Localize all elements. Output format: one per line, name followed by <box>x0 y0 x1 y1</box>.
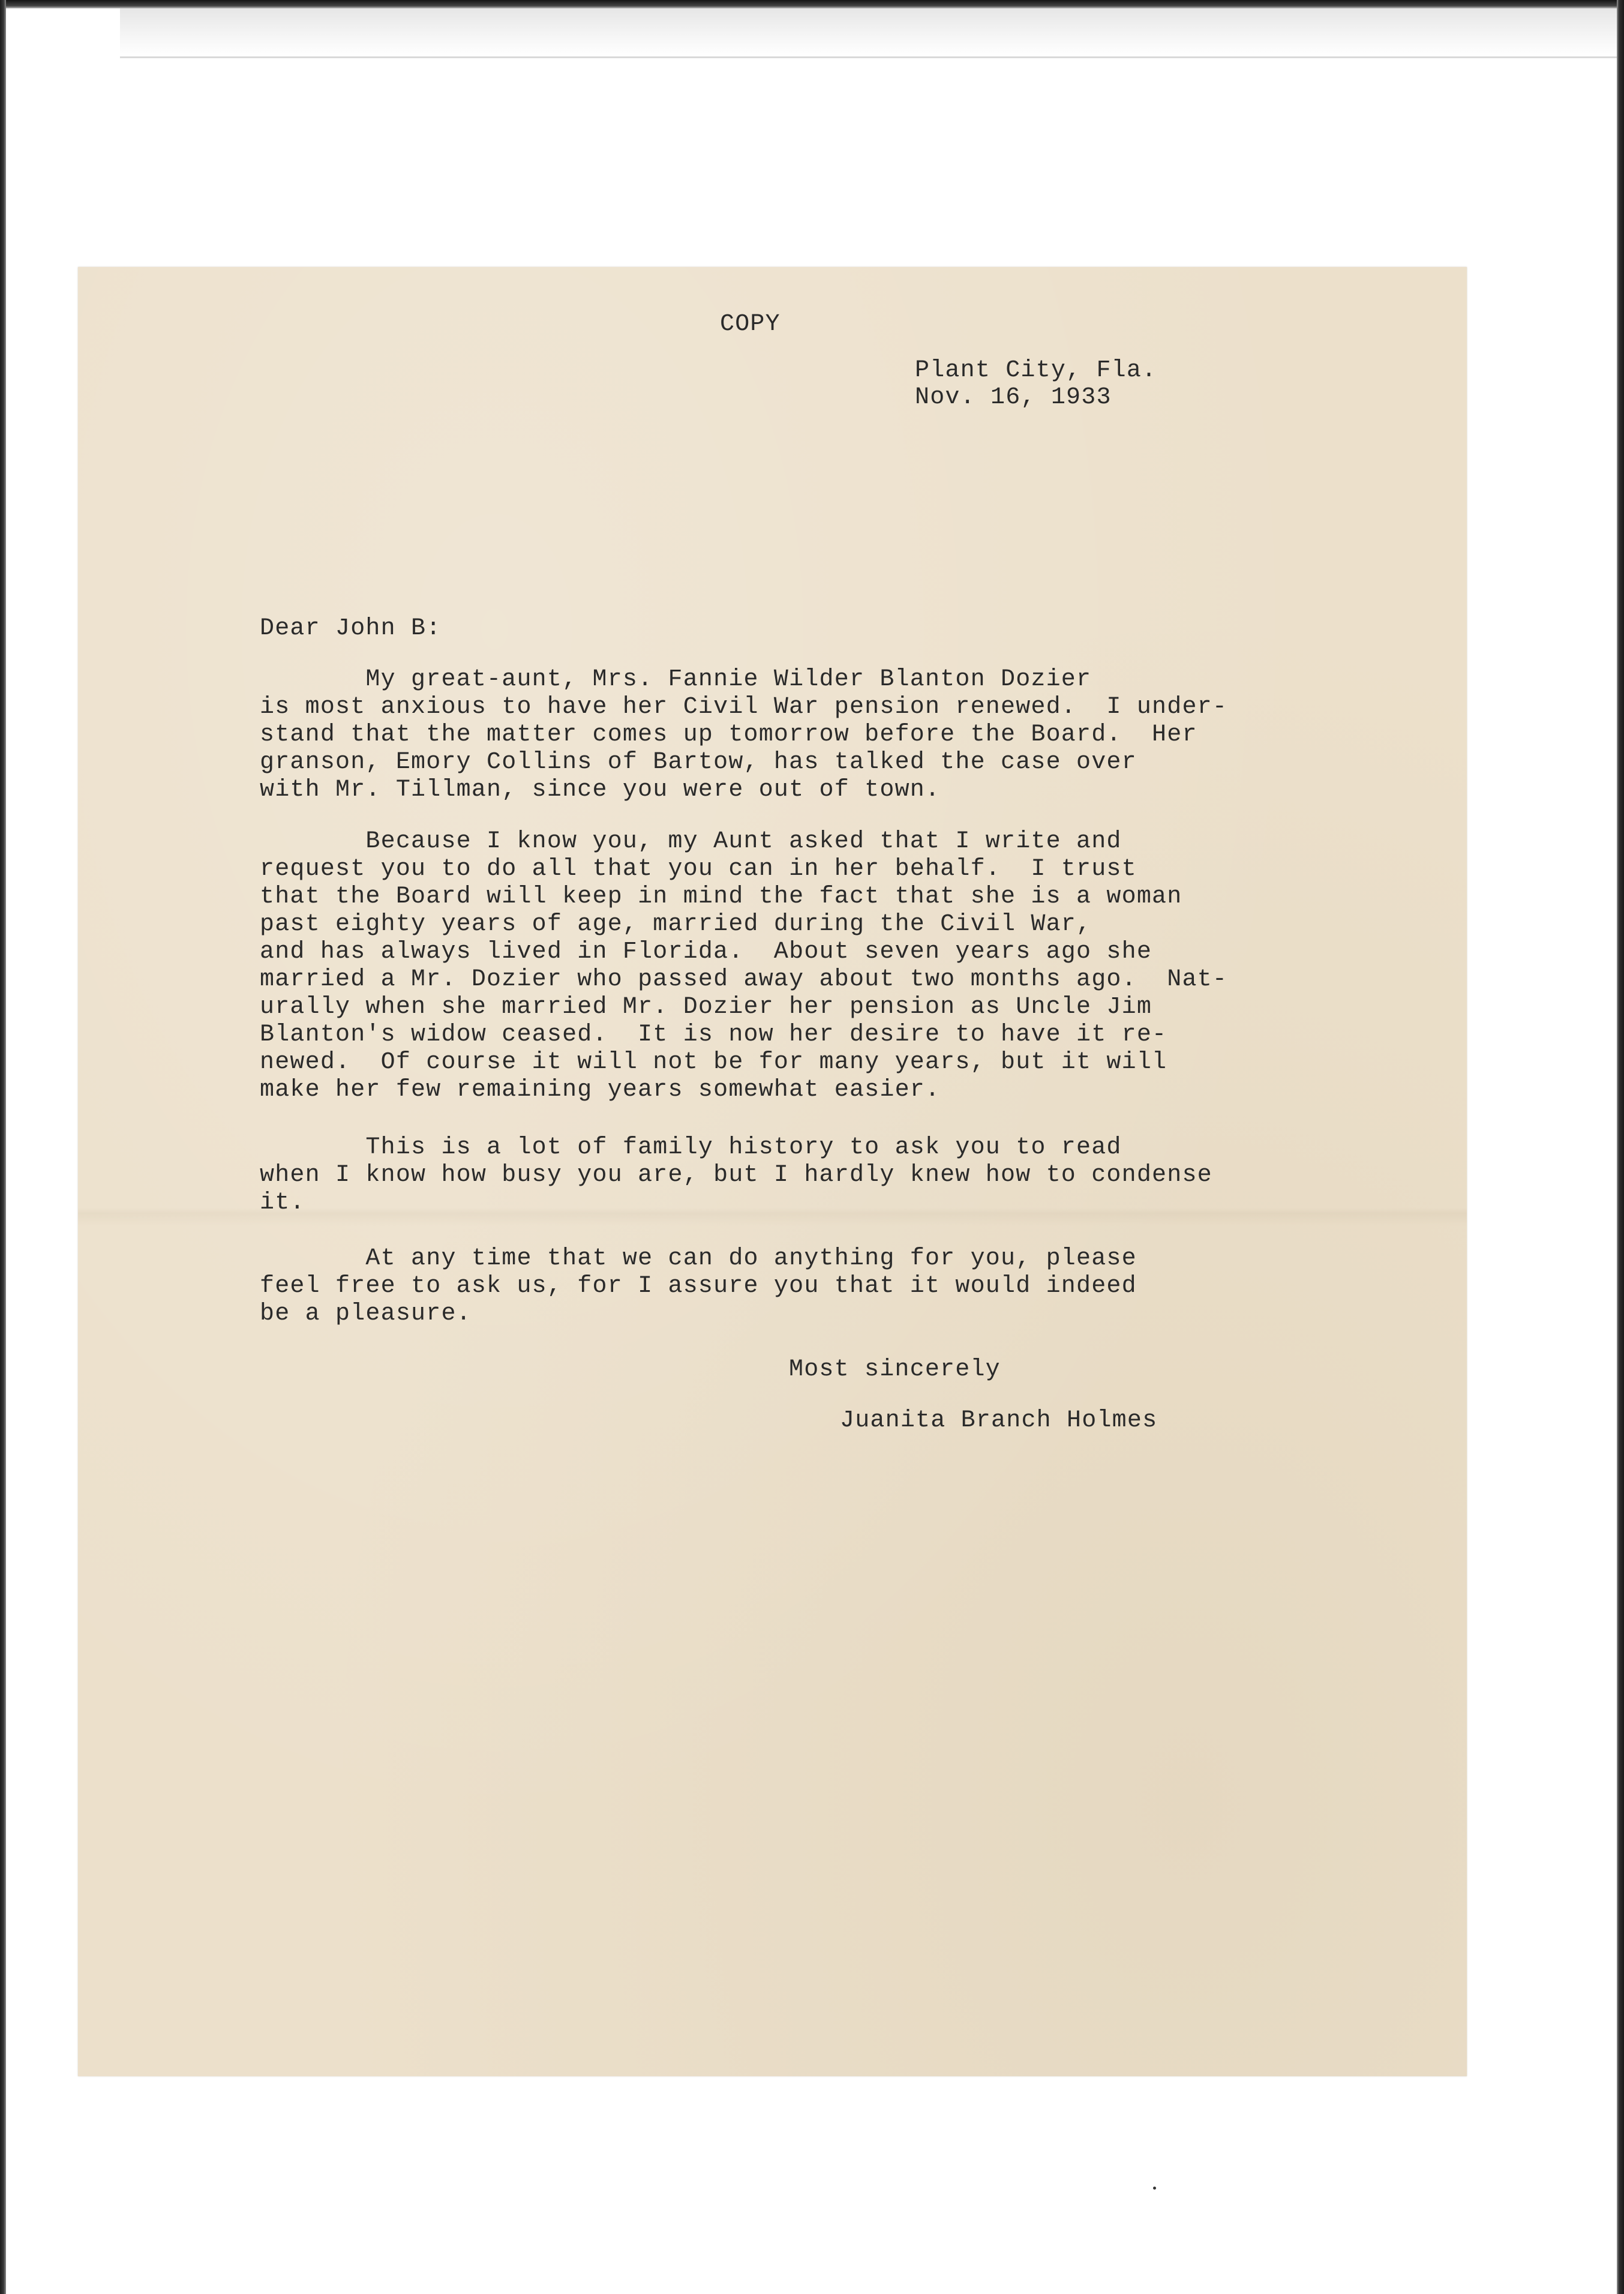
letter-date: Nov. 16, 1933 <box>915 384 1112 411</box>
scan-shadow-top <box>120 8 1624 58</box>
scan-edge-left <box>0 0 6 2294</box>
paragraph-line: feel free to ask us, for I assure you that it would indeed <box>260 1273 1137 1300</box>
letter-paragraph <box>260 1245 1400 1328</box>
letter-paragraph <box>260 1134 1400 1217</box>
letter-place: Plant City, Fla. <box>915 357 1157 384</box>
letter-page <box>78 267 1467 2076</box>
letter-paragraph <box>260 828 1400 1104</box>
copy-label: COPY <box>720 311 781 338</box>
paragraph-line: At any time that we can do anything for you, please <box>260 1245 1137 1272</box>
scan-edge-right <box>1617 0 1624 2294</box>
paragraph-line: Because I know you, my Aunt asked that I write and <box>260 828 1122 855</box>
paragraph-line: This is a lot of family history to ask you to read <box>260 1134 1122 1161</box>
paragraph-line: is most anxious to have her Civil War pension renewed. I under- <box>260 694 1228 721</box>
paper-speck <box>1153 2187 1156 2190</box>
letter-paragraph <box>260 666 1400 804</box>
paragraph-line: request you to do all that you can in her behalf. I trust <box>260 856 1137 883</box>
paragraph-line: stand that the matter comes up tomorrow before the Board. Her <box>260 721 1197 748</box>
letter-signature: Juanita Branch Holmes <box>840 1407 1158 1434</box>
paragraph-line: married a Mr. Dozier who passed away about two months ago. Nat- <box>260 966 1228 993</box>
paragraph-line: when I know how busy you are, but I hardly knew how to condense <box>260 1162 1212 1189</box>
paragraph-line: be a pleasure. <box>260 1300 472 1327</box>
paragraph-line: make her few remaining years somewhat easier. <box>260 1076 941 1103</box>
paragraph-line: and has always lived in Florida. About seven years ago she <box>260 938 1152 965</box>
paragraph-line: past eighty years of age, married during the Civil War, <box>260 911 1092 938</box>
paragraph-line: granson, Emory Collins of Bartow, has talked the case over <box>260 749 1137 776</box>
paragraph-line: newed. Of course it will not be for many years, but it will <box>260 1049 1167 1076</box>
letter-closing: Most sincerely <box>789 1356 1001 1383</box>
scan-edge-top <box>0 0 1624 8</box>
paragraph-line: Blanton's widow ceased. It is now her desire to have it re- <box>260 1021 1167 1048</box>
paragraph-line: My great-aunt, Mrs. Fannie Wilder Blanton Dozier <box>260 666 1092 693</box>
paragraph-line: that the Board will keep in mind the fact that she is a woman <box>260 883 1182 910</box>
paragraph-line: it. <box>260 1189 305 1216</box>
salutation: Dear John B: <box>260 615 442 642</box>
paragraph-line: with Mr. Tillman, since you were out of town. <box>260 776 941 803</box>
paragraph-line: urally when she married Mr. Dozier her pension as Uncle Jim <box>260 994 1152 1021</box>
